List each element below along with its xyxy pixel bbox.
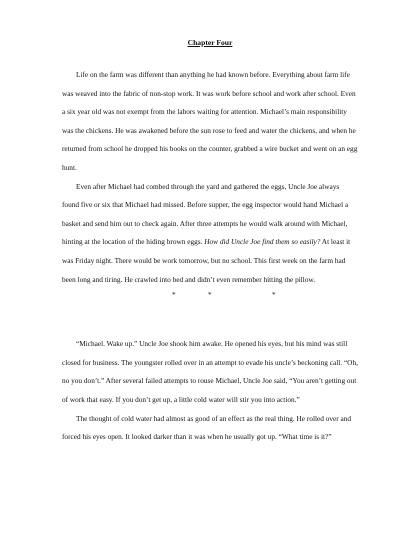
paragraph-2: [62, 178, 358, 290]
scene-break: [62, 289, 358, 313]
paragraph-3: “Michael. Wake up.” Uncle Joe shook him awake. He opened his eyes, but his mind was still closed for business. The youngster rolled over in an attempt to evade his uncle’s beckoning call. “Oh, no you don’t.” After several failed attempts to rouse Michael, Uncle Joe said, “You aren’t getting out of work that easy. If you don’t get up, a little cold water will stir you into action.”: [62, 339, 358, 404]
paragraph-4: The thought of cold water had almost as good of an effect as the real thing. He rolled over and forced his eyes open. It looked darker than it was when he usually got up. “What time is it?”: [62, 413, 352, 442]
paragraph-1: Life on the farm was different than anything he had known before. Everything about farm life was weaved into the fabric of non-stop work. It was work before school and work after school. Even a six year old was not exempt from the labors waiting for attention. Michael’s main responsibility was the chickens. He was awakened before the sun rose to feed and water the chickens, and when he returned from school he dropped his books on the counter, grabbed a wire bucket and went on an egg hunt.: [62, 70, 358, 172]
scene-break-asterisk-1: *: [172, 290, 176, 300]
scene-break-asterisk-3: *: [272, 290, 276, 300]
paragraph-2-text-a: Even after Michael had combed through the yard and gathered the eggs, Uncle Joe always found five or six that Michael had missed. Before supper, the egg inspector would hand Michael a basket and send him out to check again. After three attempts he would walk around with Michael, hinting at the location of the hiding brown eggs.: [62, 181, 349, 247]
paragraph-2-italic: How did Uncle Joe find them so easily?: [204, 237, 321, 247]
chapter-title: Chapter Four: [187, 38, 233, 47]
paragraph-2-text-b: At least it was Friday night. There would be work tomorrow, but no school. This first week on the farm had been long and tiring. He crawled into bed and didn’t even remember hitting the pillow.: [62, 237, 351, 284]
spacer: [62, 313, 358, 335]
scene-break-asterisk-2: *: [208, 290, 212, 300]
